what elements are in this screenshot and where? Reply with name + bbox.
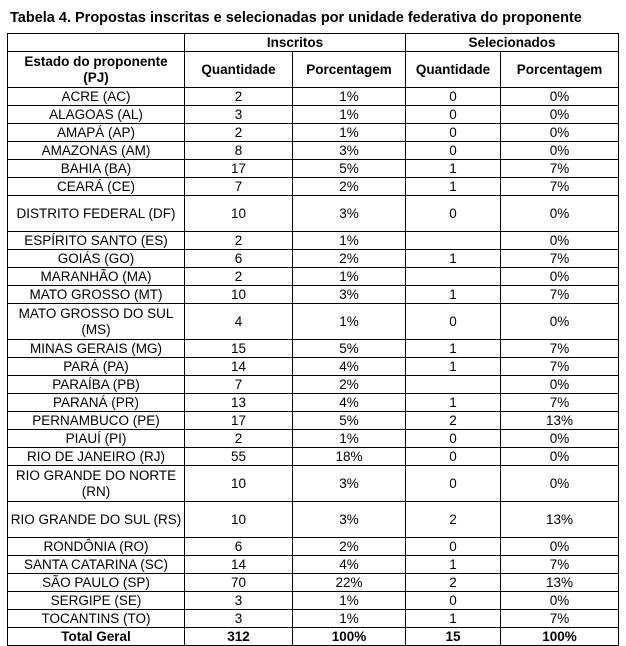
- table-row: [8, 466, 619, 502]
- inscritos-quantidade-cell: 10: [185, 466, 293, 502]
- state-cell: ACRE (AC): [8, 88, 185, 106]
- inscritos-quantidade-cell: 10: [185, 502, 293, 538]
- inscritos-quantidade-cell: 8: [185, 142, 293, 160]
- header-porcentagem-selecionados: Porcentagem: [501, 52, 619, 88]
- selecionados-porcentagem-cell: 0%: [501, 304, 619, 340]
- inscritos-porcentagem-cell: 3%: [293, 286, 406, 304]
- state-cell: PARAÍBA (PB): [8, 376, 185, 394]
- inscritos-quantidade-cell: 17: [185, 412, 293, 430]
- inscritos-quantidade-cell: 3: [185, 592, 293, 610]
- inscritos-quantidade-cell: 2: [185, 268, 293, 286]
- inscritos-porcentagem-cell: 4%: [293, 394, 406, 412]
- total-selecionados-porcentagem: 100%: [501, 628, 619, 646]
- selecionados-porcentagem-cell: 7%: [501, 286, 619, 304]
- inscritos-porcentagem-cell: 2%: [293, 178, 406, 196]
- selecionados-porcentagem-cell: 0%: [501, 268, 619, 286]
- state-cell: MARANHÃO (MA): [8, 268, 185, 286]
- inscritos-porcentagem-cell: 1%: [293, 124, 406, 142]
- inscritos-quantidade-cell: 2: [185, 430, 293, 448]
- state-cell: DISTRITO FEDERAL (DF): [8, 196, 185, 232]
- state-cell: CEARÁ (CE): [8, 178, 185, 196]
- inscritos-quantidade-cell: 3: [185, 610, 293, 628]
- table-row: [8, 196, 619, 232]
- header-row-groups: [8, 34, 619, 52]
- table-row: [8, 160, 619, 178]
- table-row: [8, 88, 619, 106]
- inscritos-quantidade-cell: 7: [185, 376, 293, 394]
- selecionados-porcentagem-cell: 7%: [501, 556, 619, 574]
- inscritos-porcentagem-cell: 5%: [293, 340, 406, 358]
- table-row: [8, 412, 619, 430]
- selecionados-quantidade-cell: 1: [406, 610, 501, 628]
- state-cell: ALAGOAS (AL): [8, 106, 185, 124]
- table-row: [8, 592, 619, 610]
- table-row: [8, 376, 619, 394]
- header-quantidade-inscritos: Quantidade: [185, 52, 293, 88]
- inscritos-porcentagem-cell: 2%: [293, 538, 406, 556]
- inscritos-porcentagem-cell: 22%: [293, 574, 406, 592]
- header-row-columns: [8, 52, 619, 88]
- state-cell: MINAS GERAIS (MG): [8, 340, 185, 358]
- inscritos-quantidade-cell: 17: [185, 160, 293, 178]
- state-cell: RIO GRANDE DO NORTE (RN): [8, 466, 185, 502]
- selecionados-porcentagem-cell: 0%: [501, 124, 619, 142]
- inscritos-quantidade-cell: 13: [185, 394, 293, 412]
- header-empty-cell: [8, 34, 185, 52]
- table-row: [8, 448, 619, 466]
- table-row: [8, 610, 619, 628]
- selecionados-quantidade-cell: 2: [406, 574, 501, 592]
- state-cell: PERNAMBUCO (PE): [8, 412, 185, 430]
- selecionados-quantidade-cell: 1: [406, 340, 501, 358]
- table-row: [8, 106, 619, 124]
- inscritos-quantidade-cell: 3: [185, 106, 293, 124]
- inscritos-quantidade-cell: 15: [185, 340, 293, 358]
- state-cell: AMAPÁ (AP): [8, 124, 185, 142]
- state-cell: GOIÁS (GO): [8, 250, 185, 268]
- selecionados-porcentagem-cell: 7%: [501, 160, 619, 178]
- inscritos-quantidade-cell: 2: [185, 232, 293, 250]
- selecionados-porcentagem-cell: 0%: [501, 376, 619, 394]
- inscritos-porcentagem-cell: 3%: [293, 466, 406, 502]
- total-label: Total Geral: [8, 628, 185, 646]
- state-cell: MATO GROSSO (MT): [8, 286, 185, 304]
- selecionados-porcentagem-cell: 0%: [501, 88, 619, 106]
- table-row: [8, 232, 619, 250]
- state-cell: SERGIPE (SE): [8, 592, 185, 610]
- table-body: [8, 88, 619, 646]
- selecionados-quantidade-cell: 0: [406, 304, 501, 340]
- state-cell: MATO GROSSO DO SUL (MS): [8, 304, 185, 340]
- table-row: [8, 142, 619, 160]
- table-row: [8, 430, 619, 448]
- inscritos-quantidade-cell: 7: [185, 178, 293, 196]
- selecionados-quantidade-cell: 1: [406, 358, 501, 376]
- inscritos-porcentagem-cell: 3%: [293, 196, 406, 232]
- inscritos-quantidade-cell: 55: [185, 448, 293, 466]
- selecionados-porcentagem-cell: 0%: [501, 448, 619, 466]
- inscritos-quantidade-cell: 10: [185, 286, 293, 304]
- selecionados-porcentagem-cell: 13%: [501, 412, 619, 430]
- selecionados-porcentagem-cell: 0%: [501, 430, 619, 448]
- table-caption: Tabela 4. Propostas inscritas e selecionadas por unidade federativa do proponente: [10, 10, 582, 26]
- inscritos-porcentagem-cell: 3%: [293, 142, 406, 160]
- selecionados-quantidade-cell: 0: [406, 448, 501, 466]
- state-cell: RIO DE JANEIRO (RJ): [8, 448, 185, 466]
- selecionados-porcentagem-cell: 0%: [501, 538, 619, 556]
- table-row: [8, 556, 619, 574]
- header-inscritos: Inscritos: [185, 34, 406, 52]
- inscritos-porcentagem-cell: 5%: [293, 160, 406, 178]
- total-inscritos-quantidade: 312: [185, 628, 293, 646]
- inscritos-porcentagem-cell: 1%: [293, 304, 406, 340]
- selecionados-porcentagem-cell: 7%: [501, 250, 619, 268]
- total-inscritos-porcentagem: 100%: [293, 628, 406, 646]
- selecionados-porcentagem-cell: 7%: [501, 340, 619, 358]
- inscritos-quantidade-cell: 70: [185, 574, 293, 592]
- selecionados-porcentagem-cell: 0%: [501, 592, 619, 610]
- selecionados-quantidade-cell: 1: [406, 178, 501, 196]
- table-row: [8, 502, 619, 538]
- selecionados-quantidade-cell: 1: [406, 394, 501, 412]
- inscritos-quantidade-cell: 4: [185, 304, 293, 340]
- selecionados-porcentagem-cell: 7%: [501, 394, 619, 412]
- selecionados-porcentagem-cell: 13%: [501, 574, 619, 592]
- table-row: [8, 250, 619, 268]
- table-row: [8, 268, 619, 286]
- selecionados-quantidade-cell: 0: [406, 88, 501, 106]
- selecionados-quantidade-cell: 1: [406, 556, 501, 574]
- table-row: [8, 358, 619, 376]
- inscritos-porcentagem-cell: 1%: [293, 106, 406, 124]
- selecionados-quantidade-cell: 1: [406, 286, 501, 304]
- selecionados-quantidade-cell: 1: [406, 250, 501, 268]
- state-cell: AMAZONAS (AM): [8, 142, 185, 160]
- inscritos-quantidade-cell: 2: [185, 124, 293, 142]
- table-row: [8, 286, 619, 304]
- header-selecionados: Selecionados: [406, 34, 619, 52]
- inscritos-porcentagem-cell: 1%: [293, 232, 406, 250]
- inscritos-quantidade-cell: 14: [185, 358, 293, 376]
- state-cell: SÃO PAULO (SP): [8, 574, 185, 592]
- inscritos-quantidade-cell: 2: [185, 88, 293, 106]
- state-cell: ESPÍRITO SANTO (ES): [8, 232, 185, 250]
- state-cell: PARANÁ (PR): [8, 394, 185, 412]
- selecionados-quantidade-cell: [406, 376, 501, 394]
- table-row: [8, 124, 619, 142]
- state-cell: SANTA CATARINA (SC): [8, 556, 185, 574]
- inscritos-quantidade-cell: 6: [185, 538, 293, 556]
- selecionados-quantidade-cell: 0: [406, 430, 501, 448]
- table-row: [8, 574, 619, 592]
- selecionados-quantidade-cell: 0: [406, 106, 501, 124]
- selecionados-porcentagem-cell: 0%: [501, 106, 619, 124]
- selecionados-quantidade-cell: [406, 268, 501, 286]
- state-cell: PARÁ (PA): [8, 358, 185, 376]
- inscritos-porcentagem-cell: 1%: [293, 592, 406, 610]
- selecionados-quantidade-cell: 0: [406, 538, 501, 556]
- selecionados-quantidade-cell: [406, 232, 501, 250]
- state-cell: PIAUÍ (PI): [8, 430, 185, 448]
- state-cell: TOCANTINS (TO): [8, 610, 185, 628]
- header-quantidade-selecionados: Quantidade: [406, 52, 501, 88]
- selecionados-porcentagem-cell: 13%: [501, 502, 619, 538]
- proposals-table: [7, 33, 619, 646]
- table-row: [8, 394, 619, 412]
- selecionados-porcentagem-cell: 0%: [501, 196, 619, 232]
- selecionados-porcentagem-cell: 7%: [501, 358, 619, 376]
- table-row: [8, 178, 619, 196]
- inscritos-porcentagem-cell: 2%: [293, 250, 406, 268]
- selecionados-quantidade-cell: 0: [406, 196, 501, 232]
- state-cell: RONDÔNIA (RO): [8, 538, 185, 556]
- selecionados-porcentagem-cell: 0%: [501, 232, 619, 250]
- selecionados-quantidade-cell: 2: [406, 412, 501, 430]
- inscritos-porcentagem-cell: 3%: [293, 502, 406, 538]
- selecionados-quantidade-cell: 0: [406, 124, 501, 142]
- selecionados-quantidade-cell: 0: [406, 142, 501, 160]
- selecionados-porcentagem-cell: 7%: [501, 178, 619, 196]
- selecionados-porcentagem-cell: 0%: [501, 466, 619, 502]
- inscritos-porcentagem-cell: 4%: [293, 358, 406, 376]
- inscritos-porcentagem-cell: 1%: [293, 430, 406, 448]
- selecionados-quantidade-cell: 0: [406, 466, 501, 502]
- selecionados-quantidade-cell: 0: [406, 592, 501, 610]
- selecionados-quantidade-cell: 1: [406, 160, 501, 178]
- table-row: [8, 340, 619, 358]
- inscritos-porcentagem-cell: 18%: [293, 448, 406, 466]
- selecionados-porcentagem-cell: 0%: [501, 142, 619, 160]
- total-selecionados-quantidade: 15: [406, 628, 501, 646]
- inscritos-porcentagem-cell: 1%: [293, 610, 406, 628]
- inscritos-porcentagem-cell: 1%: [293, 88, 406, 106]
- inscritos-quantidade-cell: 10: [185, 196, 293, 232]
- header-porcentagem-inscritos: Porcentagem: [293, 52, 406, 88]
- selecionados-porcentagem-cell: 7%: [501, 610, 619, 628]
- table-row: [8, 304, 619, 340]
- inscritos-quantidade-cell: 6: [185, 250, 293, 268]
- inscritos-porcentagem-cell: 2%: [293, 376, 406, 394]
- inscritos-porcentagem-cell: 5%: [293, 412, 406, 430]
- state-cell: RIO GRANDE DO SUL (RS): [8, 502, 185, 538]
- state-cell: BAHIA (BA): [8, 160, 185, 178]
- header-state: Estado do proponente (PJ): [8, 52, 185, 88]
- inscritos-porcentagem-cell: 1%: [293, 268, 406, 286]
- inscritos-quantidade-cell: 14: [185, 556, 293, 574]
- table-row: [8, 538, 619, 556]
- selecionados-quantidade-cell: 2: [406, 502, 501, 538]
- total-row: [8, 628, 619, 646]
- inscritos-porcentagem-cell: 4%: [293, 556, 406, 574]
